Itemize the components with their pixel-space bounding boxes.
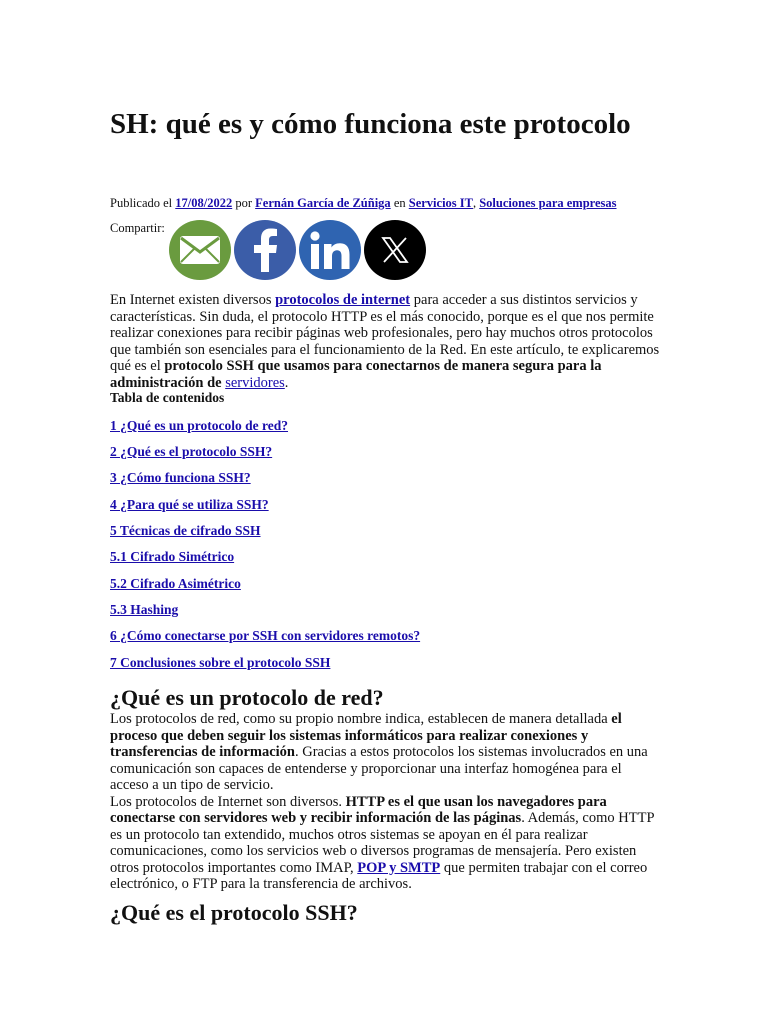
section-heading-protocolo-ssh: ¿Qué es el protocolo SSH?: [110, 900, 358, 925]
in-text: en: [393, 196, 406, 210]
toc-item[interactable]: 5.2 Cifrado Asimétrico: [110, 576, 241, 591]
section1-p1-bold: el proceso que deben seguir los sistemas informáticos para realizar conexiones y transferencias de información: [110, 711, 622, 760]
intro-text-2: para acceder a sus distintos servicios y características. Sin duda, el protocolo HTTP es el más conocido, porque es el que nos permite realizar conexiones para recibir páginas web profesionales, pero hay muchos otros protocolos que también son esenciales para el funcionamiento de la Red. En este artículo, te explicaremos qué es el: [110, 292, 660, 374]
toc-title: Tabla de contenidos: [110, 390, 225, 405]
article-meta: [110, 195, 617, 211]
date-link[interactable]: 17/08/2022: [175, 196, 233, 210]
envelope-icon: [179, 235, 221, 265]
category-link-servicios[interactable]: Servicios IT: [408, 196, 473, 210]
intro-text-3: .: [284, 374, 289, 391]
section-heading-protocolo-red: ¿Qué es un protocolo de red?: [110, 685, 384, 710]
servidores-link[interactable]: servidores: [225, 374, 285, 391]
by-text: por: [235, 196, 253, 210]
share-linkedin-button[interactable]: [299, 220, 361, 280]
section-protocolo-red-body: [110, 711, 662, 893]
intro-bold: protocolo SSH que usamos para conectarnos de manera segura para la administración de: [110, 358, 602, 391]
author-link[interactable]: Fernán García de Zúñiga: [255, 196, 391, 210]
section1-p1-text-1: Los protocolos de red, como su propio nombre indica, establecen de manera detallada: [110, 711, 612, 727]
toc-item[interactable]: 5 Técnicas de cifrado SSH: [110, 523, 261, 538]
protocolos-internet-link[interactable]: protocolos de internet: [275, 292, 411, 308]
intro-text-1: En Internet existen diversos: [110, 292, 276, 308]
share-email-button[interactable]: [169, 220, 231, 280]
toc-item[interactable]: 3 ¿Cómo funciona SSH?: [110, 470, 251, 485]
section1-p2-text-2: . Además, como HTTP es un protocolo tan extendido, muchos otros sistemas se apoyan en él para realizar comunicaciones, como los servicios web o diversos programas de mensajería. Pero existen otros protocolos importantes como IMAP,: [110, 810, 654, 876]
linkedin-icon: [310, 231, 350, 269]
toc-item[interactable]: 5.3 Hashing: [110, 602, 179, 617]
toc-item[interactable]: 1 ¿Qué es un protocolo de red?: [110, 418, 289, 433]
category-link-soluciones[interactable]: Soluciones para empresas: [479, 196, 617, 210]
intro-paragraph: [110, 292, 662, 391]
share-x-button[interactable]: [364, 220, 426, 280]
toc-item[interactable]: 7 Conclusiones sobre el protocolo SSH: [110, 655, 331, 670]
toc-item[interactable]: 6 ¿Cómo conectarse por SSH con servidores remotos?: [110, 628, 421, 643]
section1-paragraph-2: [110, 794, 662, 893]
published-prefix: Publicado el: [110, 196, 173, 210]
article-title: SH: qué es y cómo funciona este protocolo: [110, 108, 631, 140]
section1-p2-bold: HTTP es el que usan los navegadores para conectarse con servidores web y recibir información de las páginas: [110, 793, 607, 826]
toc-item[interactable]: 5.1 Cifrado Simétrico: [110, 549, 235, 564]
toc-item[interactable]: 2 ¿Qué es el protocolo SSH?: [110, 444, 273, 459]
section1-paragraph-1: [110, 711, 662, 794]
pop-smtp-link[interactable]: POP y SMTP: [357, 859, 441, 876]
x-icon: [381, 236, 409, 264]
section1-p1-text-2: . Gracias a estos protocolos los sistemas involucrados en una comunicación son capaces de entenderse y proporcionar una interfaz homogénea para el acceso a un tipo de servicio.: [110, 744, 648, 793]
section1-p2-text-1: Los protocolos de Internet son diversos.: [110, 793, 346, 810]
share-facebook-button[interactable]: [234, 220, 296, 280]
section1-p2-text-3: que permiten trabajar con el correo electrónico, o FTP para la transferencia de archivos.: [110, 859, 648, 892]
category-separator: ,: [472, 196, 477, 210]
facebook-icon: [250, 228, 280, 272]
share-label: Compartir:: [110, 221, 165, 235]
toc-item[interactable]: 4 ¿Para qué se utiliza SSH?: [110, 497, 269, 512]
